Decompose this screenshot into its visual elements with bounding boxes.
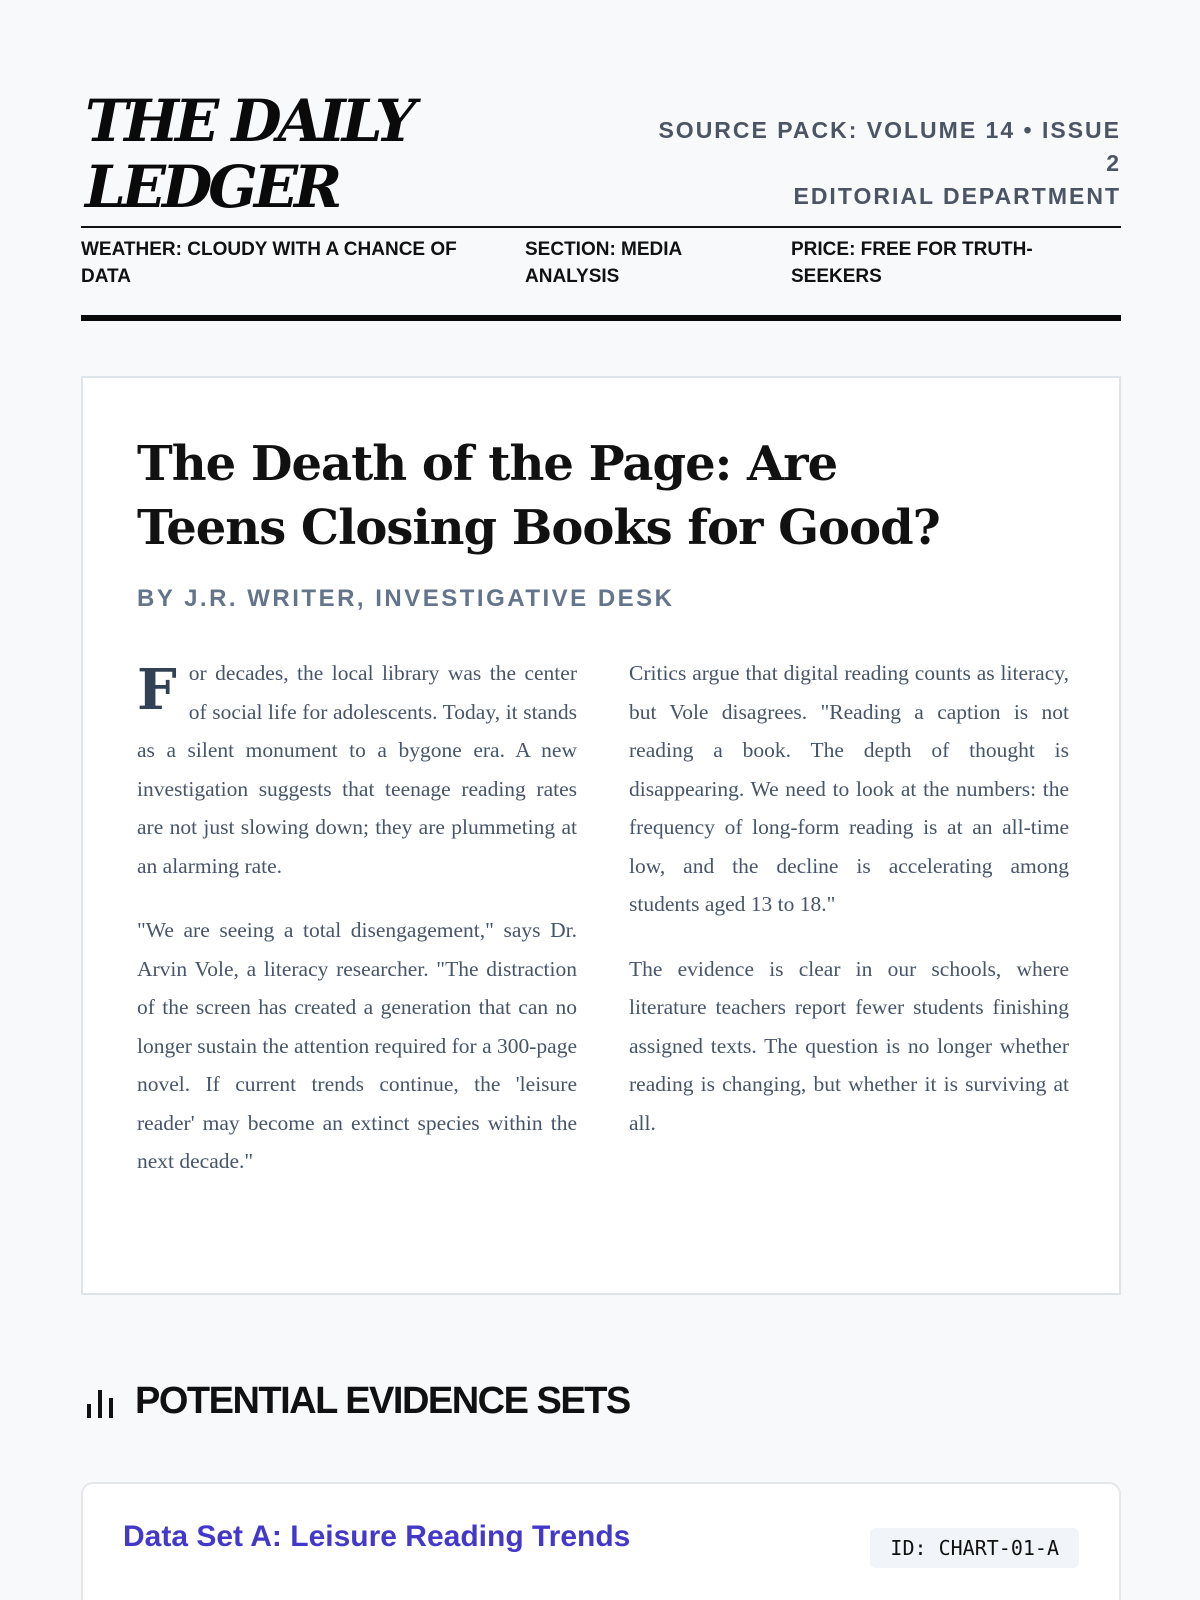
page xyxy=(81,0,1121,1560)
dataset-id-badge: ID: CHART-01-A xyxy=(870,1528,1079,1568)
info-strip xyxy=(81,228,1121,320)
article-column-left xyxy=(137,654,577,1207)
article-paragraph: The evidence is clear in our schools, where literature teachers report fewer students finishing assigned texts. The question is no longer whether reading is changing, but whether it is surviving at all. xyxy=(629,956,1069,1135)
price-info: PRICE: FREE FOR TRUTH-SEEKERS xyxy=(791,239,1033,287)
dataset-title: Data Set A: Leisure Reading Trends xyxy=(123,1520,631,1553)
section-title: POTENTIAL EVIDENCE SETS xyxy=(135,1380,630,1422)
article-paragraph: Critics argue that digital reading counts as literacy, but Vole disagrees. "Reading a caption is not reading a book. The depth of thought is disappearing. We need to look at the numbers: the frequency of long-form reading is at an all-time low, and the decline is accelerating among students aged 13 to 18." xyxy=(629,661,1069,916)
article-card xyxy=(81,376,1121,1295)
bar-chart-icon xyxy=(81,1382,121,1422)
article-column-right xyxy=(629,654,1069,1168)
paragraph-text: or decades, the local library was the center of social life for adolescents. Today, it stands as a silent monument to a bygone era. A new investigation suggests that teenage reading rates are not just slowing down; they are plummeting at an alarming rate. xyxy=(137,661,577,878)
section-info: SECTION: MEDIA ANALYSIS xyxy=(525,239,682,287)
weather-info: WEATHER: CLOUDY WITH A CHANCE OF DATA xyxy=(81,239,457,287)
department-label: EDITORIAL DEPARTMENT xyxy=(793,183,1121,209)
heavy-divider xyxy=(81,315,1121,321)
source-pack-label: SOURCE PACK: VOLUME 14 • ISSUE 2 xyxy=(658,117,1121,176)
masthead xyxy=(81,0,1121,228)
article-headline: The Death of the Page: Are Teens Closing Books for Good? xyxy=(137,436,940,556)
masthead-meta xyxy=(641,114,1121,213)
newspaper-logo: THE DAILY LEDGER xyxy=(85,87,413,221)
evidence-section-heading xyxy=(81,1380,630,1423)
article-paragraph: "We are seeing a total disengagement," says Dr. Arvin Vole, a literacy researcher. "The distraction of the screen has created a generation that can no longer sustain the attention required for a 300-page novel. If current trends continue, the 'leisure reader' may become an extinct species within the next decade." xyxy=(137,918,578,1173)
drop-cap: F xyxy=(137,657,177,723)
article-byline: BY J.R. WRITER, INVESTIGATIVE DESK xyxy=(137,585,675,612)
article-paragraph xyxy=(137,654,577,885)
dataset-card[interactable] xyxy=(81,1482,1121,1600)
